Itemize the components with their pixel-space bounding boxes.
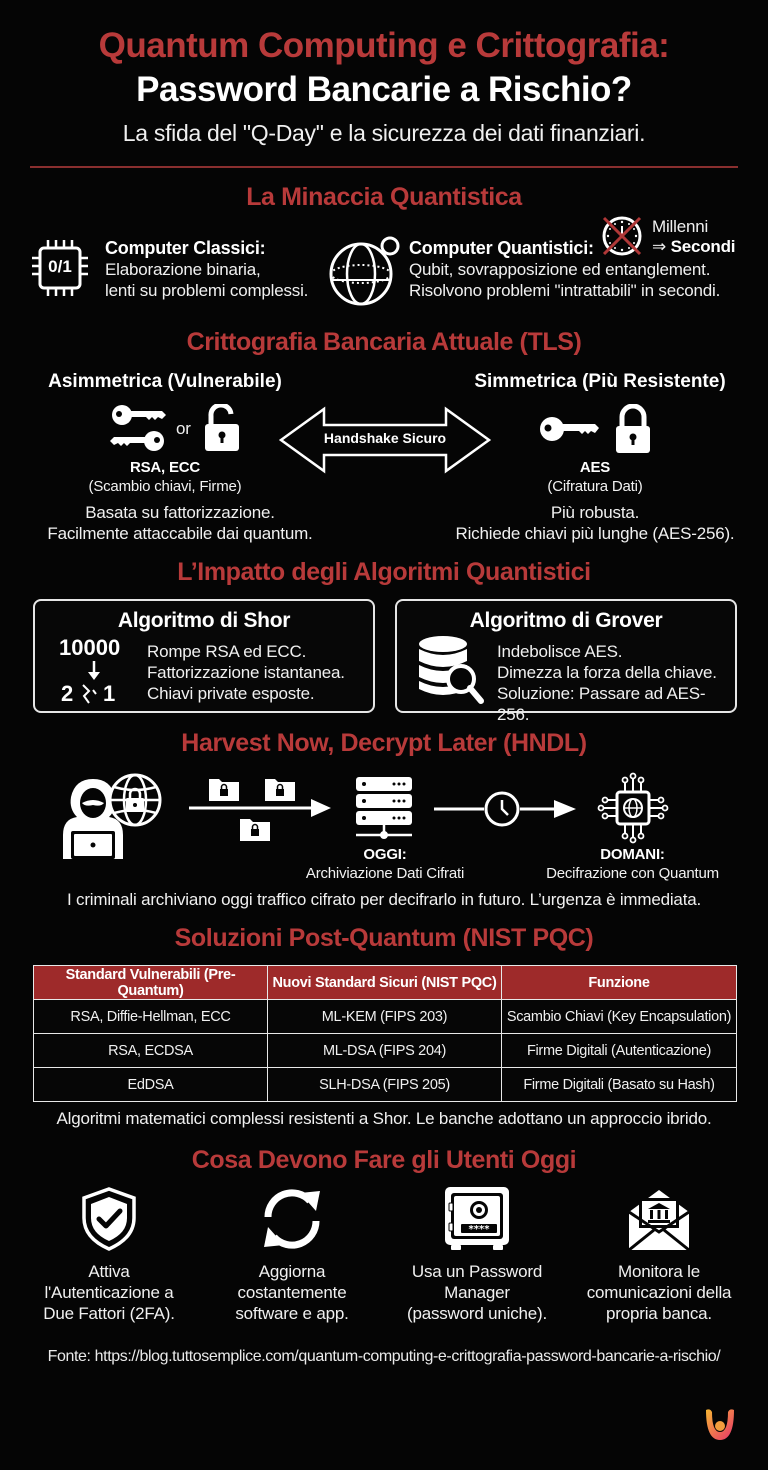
tomorrow-label-block xyxy=(530,845,735,883)
hndl-note: I criminali archiviano oggi traffico cifrato per decifrarlo in futuro. L’urgenza è immediata. xyxy=(66,890,701,909)
svg-text:****: **** xyxy=(468,1224,490,1235)
today-label: OGGI: xyxy=(363,846,407,863)
asymmetric-algos: RSA, ECC xyxy=(129,459,201,476)
shor-line-3: Chiavi private esposte. xyxy=(147,684,315,703)
key-icon xyxy=(539,414,601,444)
grover-desc xyxy=(497,641,737,725)
hacker-icon xyxy=(55,773,167,863)
symmetric-use: (Cifratura Dati) xyxy=(547,478,643,495)
tomorrow-label: DOMANI: xyxy=(600,846,665,863)
key-pair-icon xyxy=(110,403,168,453)
cell-new-standard: ML-DSA (FIPS 204) xyxy=(268,1034,502,1068)
safe-icon xyxy=(443,1185,511,1253)
shor-line-2: Fattorizzazione istantanea. xyxy=(147,663,345,682)
grover-line-3: Soluzione: Passare ad AES-256. xyxy=(497,684,706,724)
tomorrow-desc: Decifrazione con Quantum xyxy=(546,865,719,882)
symmetric-line-1: Più robusta. xyxy=(550,503,640,522)
tip-line: Manager xyxy=(444,1283,510,1302)
locked-padlock-icon xyxy=(614,404,652,454)
qubit-sphere-icon xyxy=(326,232,402,308)
tip-2fa xyxy=(14,1261,204,1324)
chip-label: 0/1 xyxy=(48,257,72,276)
shield-check-icon xyxy=(80,1186,138,1252)
tip-line: comunicazioni della xyxy=(586,1283,732,1302)
time-compare xyxy=(652,236,735,257)
today-desc: Archiviazione Dati Cifrati xyxy=(305,865,465,882)
handshake-label: Handshake Sicuro xyxy=(323,430,447,446)
grover-line-2: Dimezza la forza della chiave. xyxy=(497,663,717,682)
cpu-chip-icon xyxy=(30,236,90,300)
tip-line: Attiva xyxy=(88,1262,130,1281)
tip-line: (password uniche). xyxy=(406,1304,548,1323)
asymmetric-heading: Asimmetrica (Vulnerabile) xyxy=(48,371,282,392)
tip-line: software e app. xyxy=(235,1304,349,1323)
symmetric-desc xyxy=(440,502,750,544)
col-header-function: Funzione xyxy=(502,966,737,1000)
shor-desc xyxy=(147,641,372,704)
table-header-row xyxy=(34,966,737,1000)
symmetric-details xyxy=(470,458,720,496)
table-row xyxy=(34,1068,737,1102)
handshake-double-arrow xyxy=(279,405,491,475)
database-search-icon xyxy=(417,635,485,705)
col-header-new-standards: Nuovi Standard Sicuri (NIST PQC) xyxy=(268,966,502,1000)
asymmetric-line-2: Facilmente attaccabile dai quantum. xyxy=(47,524,313,543)
quantum-line-1: Qubit, sovrapposizione ed entanglement. xyxy=(409,260,711,279)
today-label-block xyxy=(290,845,480,883)
broken-link-icon xyxy=(79,683,101,705)
refresh-icon xyxy=(258,1187,326,1251)
symmetric-heading: Simmetrica (Più Resistente) xyxy=(474,371,726,392)
classic-computers-block xyxy=(105,238,335,301)
encrypted-folders-transfer-icon xyxy=(187,775,333,843)
pqc-table xyxy=(33,965,737,1102)
cell-vulnerable: EdDSA xyxy=(34,1068,268,1102)
section-title-users: Cosa Devono Fare gli Utenti Oggi xyxy=(191,1146,577,1174)
asymmetric-use: (Scambio chiavi, Firme) xyxy=(88,478,242,495)
section-title-threat: La Minaccia Quantistica xyxy=(246,183,522,211)
section-title-tls: Crittografia Bancaria Attuale (TLS) xyxy=(186,328,582,356)
time-from: Millenni xyxy=(652,217,709,236)
cell-new-standard: SLH-DSA (FIPS 205) xyxy=(268,1068,502,1102)
shor-algorithm-card xyxy=(33,599,375,713)
factor-down-arrow-icon xyxy=(87,661,101,681)
tip-line: Aggiorna xyxy=(258,1262,326,1281)
title-line-1: Quantum Computing e Crittografia: xyxy=(98,26,670,65)
tip-line: Due Fattori (2FA). xyxy=(43,1304,175,1323)
grover-heading: Algoritmo di Grover xyxy=(469,609,663,632)
asymmetric-details xyxy=(40,458,290,496)
quantum-heading: Computer Quantistici: xyxy=(409,238,594,258)
cell-new-standard: ML-KEM (FIPS 203) xyxy=(268,1000,502,1034)
header-divider xyxy=(30,166,738,168)
source-link[interactable]: Fonte: https://blog.tuttosemplice.com/quantum-computing-e-crittografia-password-bancarie-a-rischio/ xyxy=(47,1348,721,1365)
cell-function: Firme Digitali (Autenticazione) xyxy=(502,1034,737,1068)
classic-heading: Computer Classici: xyxy=(105,238,266,258)
cell-function: Scambio Chiavi (Key Encapsulation) xyxy=(502,1000,737,1034)
unlocked-padlock-icon xyxy=(203,404,241,452)
symmetric-line-2: Richiede chiavi più lunghe (AES-256). xyxy=(455,524,735,543)
pqc-note: Algoritmi matematici complessi resistenti a Shor. Le banche adottano un approccio ibrido. xyxy=(56,1109,712,1128)
section-title-hndl: Harvest Now, Decrypt Later (HNDL) xyxy=(181,729,587,757)
symmetric-algos: AES xyxy=(579,459,611,476)
bank-envelope-icon xyxy=(626,1186,692,1252)
classic-line-1: Elaborazione binaria, xyxy=(105,260,261,279)
server-storage-icon xyxy=(354,775,414,841)
section-title-pqc: Soluzioni Post-Quantum (NIST PQC) xyxy=(174,924,594,952)
asymmetric-line-1: Basata su fattorizzazione. xyxy=(85,503,275,522)
crossed-clock-icon xyxy=(600,214,644,258)
grover-line-1: Indebolisce AES. xyxy=(497,642,623,661)
cell-function: Firme Digitali (Basato su Hash) xyxy=(502,1068,737,1102)
tip-monitor-bank xyxy=(564,1261,754,1324)
table-row xyxy=(34,1034,737,1068)
tip-password-manager xyxy=(382,1261,572,1324)
quantum-line-2: Risolvono problemi "intrattabili" in secondi. xyxy=(409,281,721,300)
title-line-2: Password Bancarie a Rischio? xyxy=(136,70,632,109)
col-header-vulnerable: Standard Vulnerabili (Pre-Quantum) xyxy=(34,966,268,1000)
shor-number: 10000 xyxy=(59,635,121,660)
arrow-glyph: ⇒ xyxy=(652,237,667,256)
or-label: or xyxy=(176,419,191,438)
tip-update-software xyxy=(197,1261,387,1324)
section-title-impact: L’Impatto degli Algoritmi Quantistici xyxy=(177,558,591,586)
brand-logo-icon xyxy=(702,1406,738,1444)
tip-line: Monitora le xyxy=(618,1262,700,1281)
tip-line: propria banca. xyxy=(606,1304,712,1323)
time-delay-arrow-icon xyxy=(434,790,580,828)
quantum-chip-icon xyxy=(597,772,669,844)
shor-line-1: Rompe RSA ed ECC. xyxy=(147,642,307,661)
grover-algorithm-card xyxy=(395,599,737,724)
asymmetric-desc xyxy=(20,502,340,544)
factor-a: 2 xyxy=(61,681,74,706)
factor-b: 1 xyxy=(103,681,116,706)
cell-vulnerable: RSA, ECDSA xyxy=(34,1034,268,1068)
cell-vulnerable: RSA, Diffie-Hellman, ECC xyxy=(34,1000,268,1034)
tip-line: costantemente xyxy=(237,1283,347,1302)
time-to: Secondi xyxy=(670,237,736,256)
subtitle: La sfida del "Q-Day" e la sicurezza dei dati finanziari. xyxy=(122,120,646,146)
classic-line-2: lenti su problemi complessi. xyxy=(105,281,309,300)
table-row xyxy=(34,1000,737,1034)
tip-line: l'Autenticazione a xyxy=(44,1283,174,1302)
shor-heading: Algoritmo di Shor xyxy=(117,609,291,632)
tip-line: Usa un Password xyxy=(411,1262,543,1281)
